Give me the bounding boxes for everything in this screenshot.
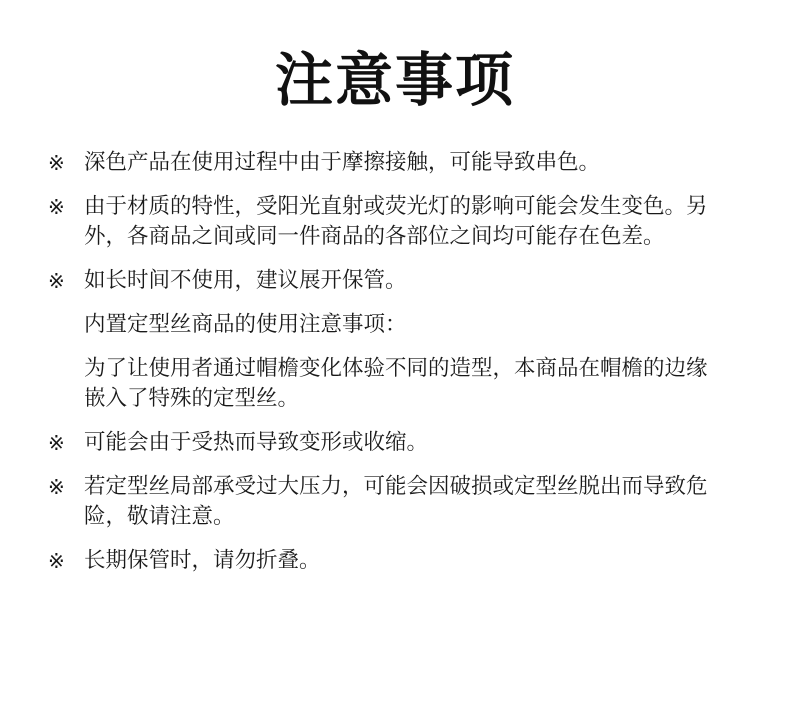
note-item [48, 472, 742, 532]
note-item [48, 192, 742, 252]
note-item [48, 354, 742, 414]
reference-mark-icon: ※ [48, 431, 65, 455]
note-text: 深色产品在使用过程中由于摩擦接触，可能导致串色。 [84, 150, 601, 175]
note-item [48, 148, 742, 178]
page-title: 注意事项 [274, 46, 515, 114]
note-item [48, 546, 742, 576]
note-text: 如长时间不使用，建议展开保管。 [84, 268, 407, 293]
note-text: 由于材质的特性，受阳光直射或荧光灯的影响可能会发生变色。另外，各商品之间或同一件商品的各部位之间均可能存在色差。 [84, 194, 708, 249]
notes-list [48, 148, 742, 576]
reference-mark-icon: ※ [48, 151, 65, 175]
reference-mark-icon: ※ [48, 549, 65, 573]
note-text: 为了让使用者通过帽檐变化体验不同的造型，本商品在帽檐的边缘嵌入了特殊的定型丝。 [84, 356, 708, 411]
reference-mark-icon: ※ [48, 475, 65, 499]
note-text: 可能会由于受热而导致变形或收缩。 [84, 430, 429, 455]
note-subheading [48, 310, 742, 340]
reference-mark-icon: ※ [48, 195, 65, 219]
note-text: 长期保管时，请勿折叠。 [84, 548, 321, 573]
note-item [48, 428, 742, 458]
note-text: 若定型丝局部承受过大压力，可能会因破损或定型丝脱出而导致危险，敬请注意。 [84, 474, 708, 529]
reference-mark-icon: ※ [48, 269, 65, 293]
note-text: 内置定型丝商品的使用注意事项： [84, 312, 407, 337]
note-item [48, 266, 742, 296]
